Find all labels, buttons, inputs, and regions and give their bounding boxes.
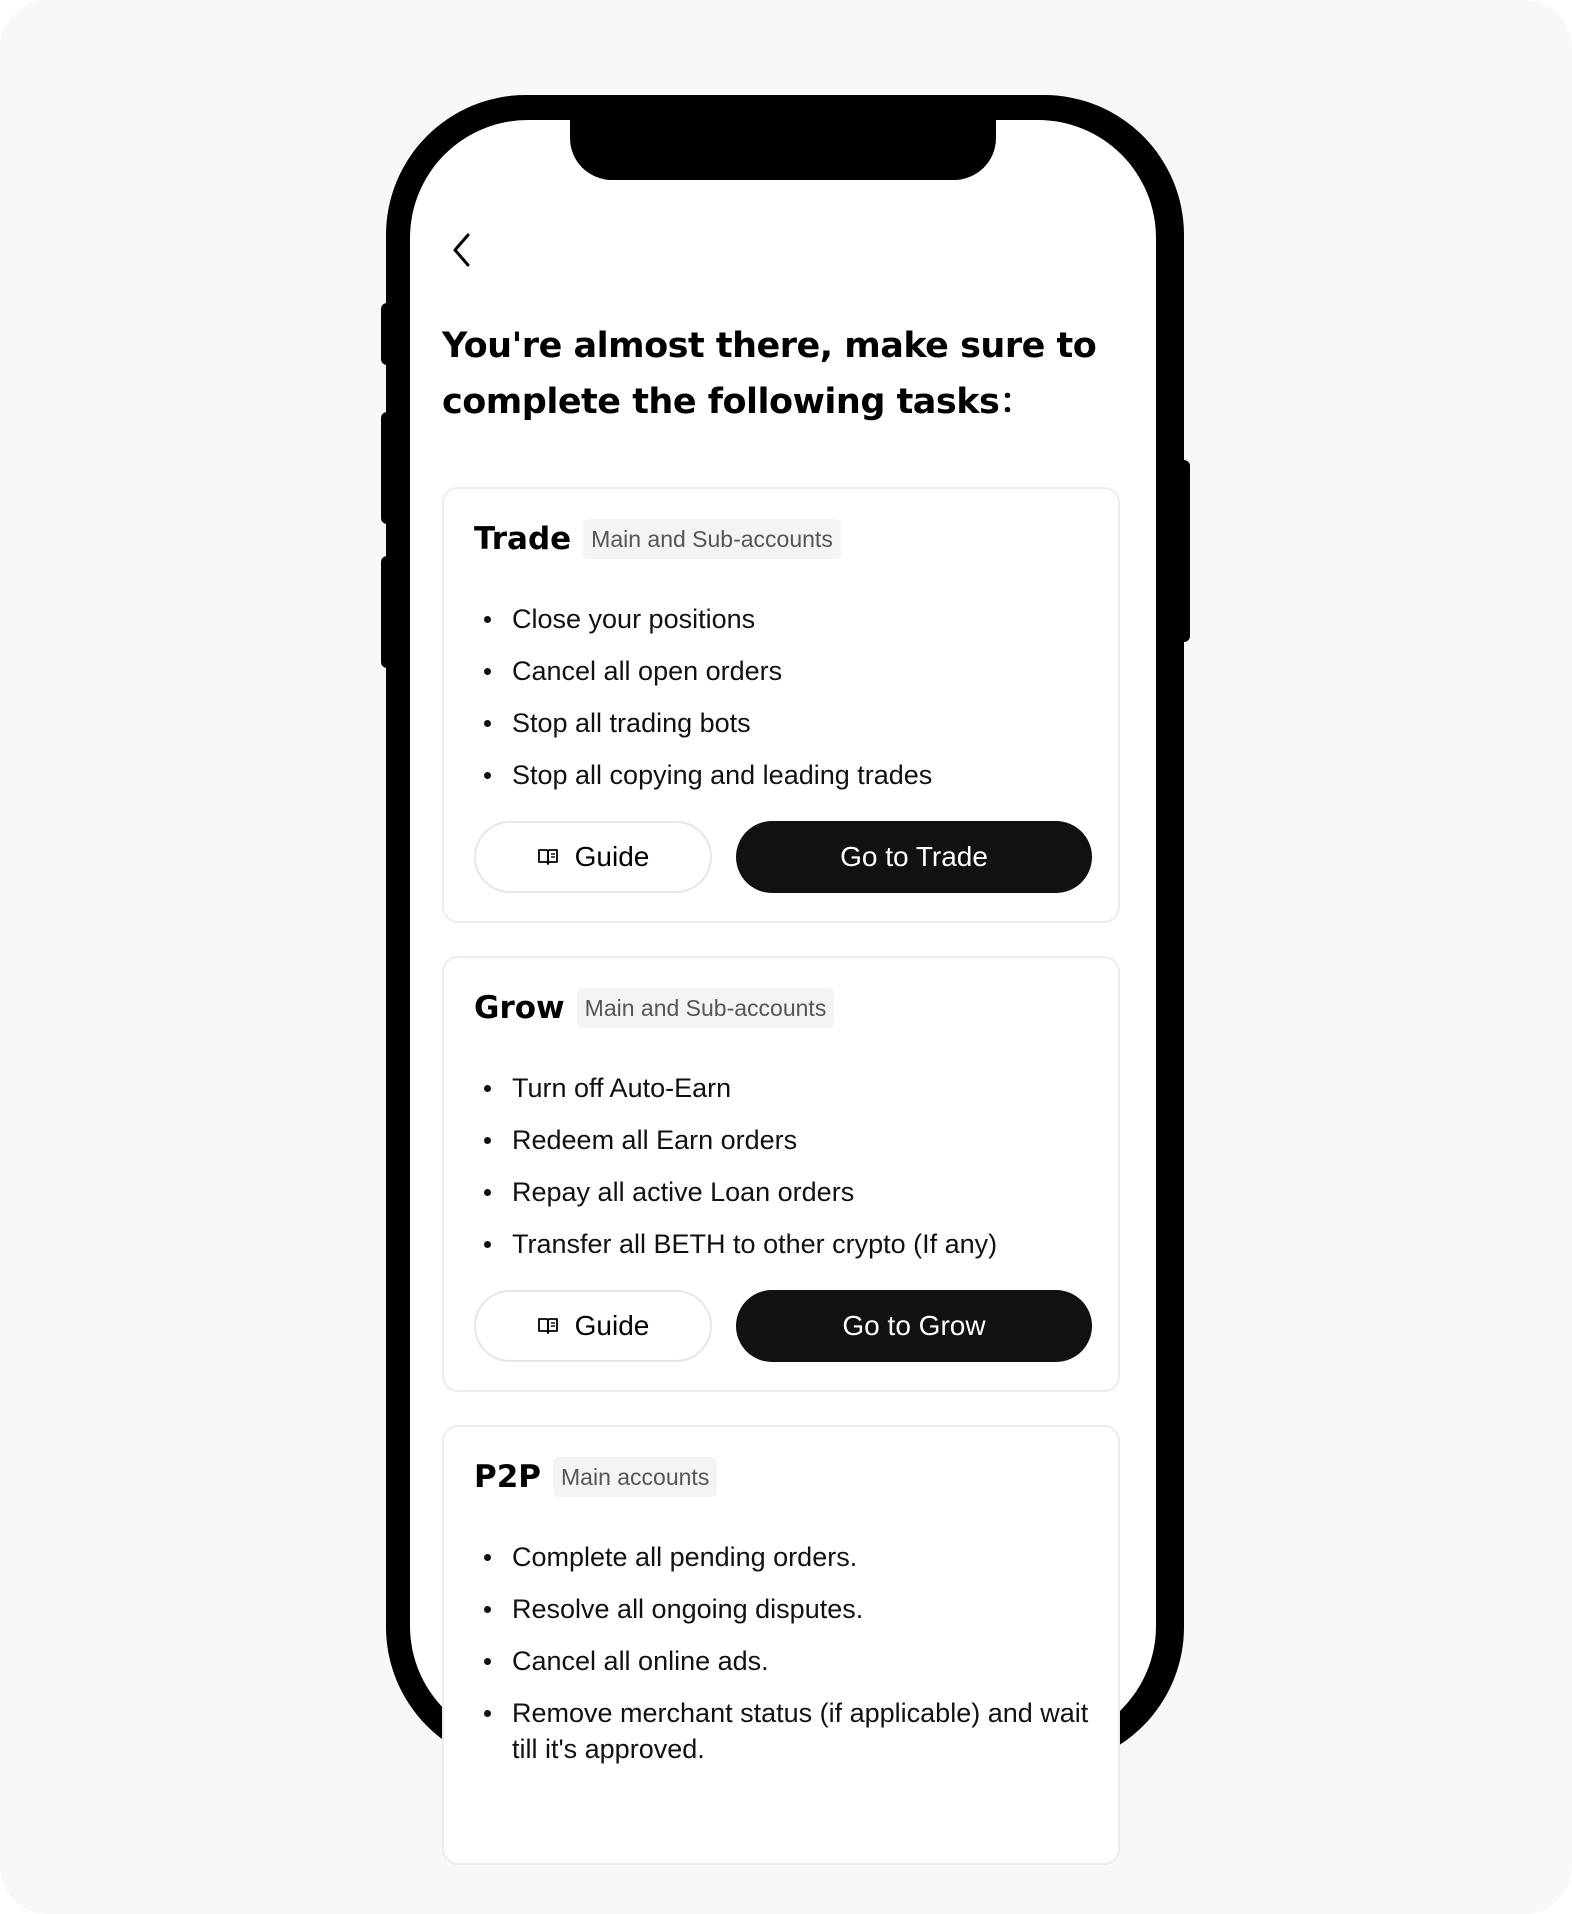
card-header — [474, 988, 834, 1028]
book-icon — [537, 1316, 559, 1336]
task-list — [472, 1062, 1102, 1270]
card-title: P2P — [474, 1459, 542, 1495]
list-item: Complete all pending orders. — [472, 1531, 1102, 1583]
list-item: Resolve all ongoing disputes. — [472, 1583, 1102, 1635]
card-title: Grow — [474, 990, 565, 1026]
book-icon — [537, 847, 559, 867]
list-item: Cancel all open orders — [472, 645, 1102, 697]
account-scope-badge: Main and Sub-accounts — [577, 988, 835, 1028]
list-item: Turn off Auto-Earn — [472, 1062, 1102, 1114]
card-header — [474, 1457, 717, 1497]
list-item: Transfer all BETH to other crypto (If any) — [472, 1218, 1102, 1270]
go-to-trade-button[interactable]: Go to Trade — [736, 821, 1092, 893]
task-card-grow — [442, 956, 1120, 1392]
list-item: Close your positions — [472, 593, 1102, 645]
task-card-p2p — [442, 1425, 1120, 1865]
chevron-left-icon — [451, 232, 473, 268]
task-list — [472, 593, 1102, 801]
list-item: Stop all copying and leading trades — [472, 749, 1102, 801]
guide-button-label: Guide — [574, 1310, 650, 1341]
trade-guide-button[interactable] — [474, 821, 712, 893]
list-item: Cancel all online ads. — [472, 1635, 1102, 1687]
back-button[interactable] — [442, 230, 482, 270]
guide-button-label: Guide — [574, 841, 650, 872]
grow-guide-button[interactable] — [474, 1290, 712, 1362]
task-card-trade — [442, 487, 1120, 923]
account-scope-badge: Main accounts — [553, 1457, 717, 1497]
task-list — [472, 1531, 1102, 1767]
phone-notch — [570, 116, 996, 180]
list-item: Repay all active Loan orders — [472, 1166, 1102, 1218]
card-title: Trade — [474, 521, 572, 557]
card-header — [474, 519, 841, 559]
page-title: You're almost there, make sure to complete the following tasks： — [442, 326, 1097, 422]
list-item: Remove merchant status (if applicable) and wait till it's approved. — [472, 1687, 1102, 1767]
list-item: Stop all trading bots — [472, 697, 1102, 749]
phone-screen — [410, 120, 1156, 1764]
list-item: Redeem all Earn orders — [472, 1114, 1102, 1166]
go-to-grow-button[interactable]: Go to Grow — [736, 1290, 1092, 1362]
account-scope-badge: Main and Sub-accounts — [583, 519, 841, 559]
